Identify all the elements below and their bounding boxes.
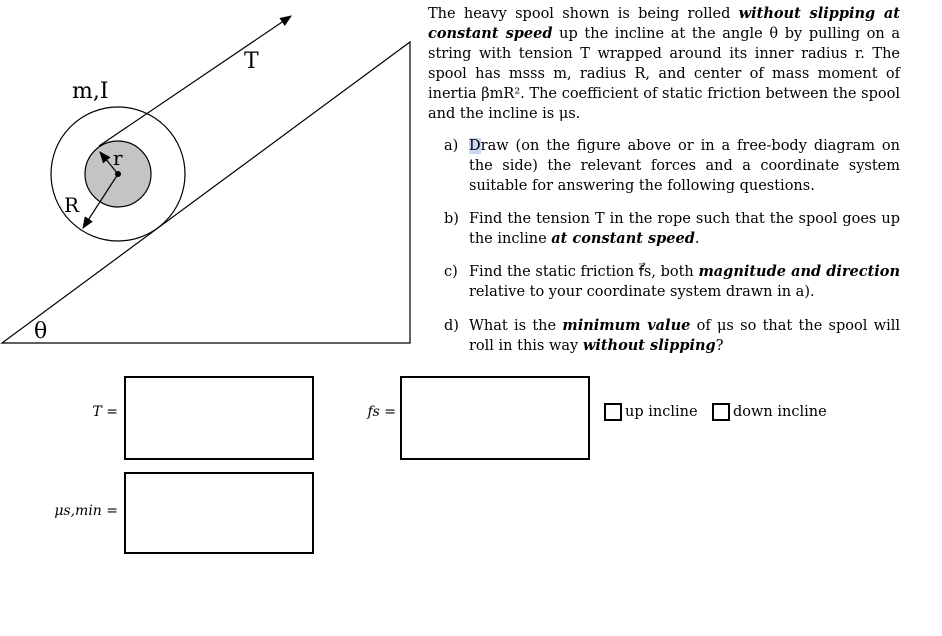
text-segment: . [694, 231, 700, 247]
text-segment: of μs so that the spool will roll in this way [469, 318, 900, 354]
part-label: a) [444, 138, 459, 154]
part-b [444, 209, 900, 249]
tension-answer-label: T = [92, 404, 118, 420]
text-segment: D [469, 138, 481, 154]
part-text [469, 262, 900, 302]
mu-answer-box[interactable] [124, 472, 314, 554]
part-label: b) [444, 211, 459, 227]
part-label: c) [444, 264, 458, 280]
up-incline-label: up incline [625, 404, 698, 420]
text-segment: The heavy spool shown is being rolled [428, 6, 739, 22]
text-segment: What is the [469, 318, 563, 334]
tension-answer-box[interactable] [124, 376, 314, 460]
friction-answer-box[interactable] [400, 376, 590, 460]
spool-label: m,I [72, 79, 109, 104]
problem-intro [428, 4, 900, 124]
text-segment: minimum value [562, 317, 691, 334]
down-incline-label: down incline [733, 404, 827, 420]
tension-label: T [244, 49, 259, 74]
text-segment: relative to your coordinate system drawn in a). [469, 284, 815, 300]
text-segment: without slipping [582, 337, 716, 354]
inner-radius-label: r [113, 146, 123, 170]
text-segment: raw (on the figure above or in a free-body diagram on the side) the relevant forces and a coordinate system suitable for answering the following questions. [469, 138, 900, 194]
part-a [444, 136, 900, 196]
angle-label: θ [34, 319, 48, 344]
text-segment: at constant speed [551, 230, 695, 247]
text-segment: Find the static friction f⃗s, both [469, 264, 699, 280]
text-segment: without slipping at constant speed [428, 5, 900, 42]
part-d [444, 316, 900, 356]
mu-answer-label: μs,min = [54, 503, 118, 519]
text-segment: Find the tension T in the rope such that the spool goes up the incline [469, 211, 900, 247]
outer-radius-label: R [64, 193, 80, 217]
spool-incline-figure [0, 0, 420, 350]
checkbox-square[interactable] [712, 403, 730, 421]
part-text [469, 136, 900, 196]
part-text [469, 316, 900, 356]
part-label: d) [444, 318, 459, 334]
problem-statement [428, 4, 900, 354]
text-segment: ? [715, 338, 724, 354]
text-segment: up the incline at the angle θ by pulling on a string with tension T wrapped around its inner radius r. The spool has msss m, radius R, and center of mass moment of inertia βmR². The coefficient of static friction between the spool and the incline is μs. [428, 26, 900, 122]
down-incline-checkbox[interactable] [712, 403, 827, 421]
friction-answer-label: fs = [367, 404, 396, 420]
part-c [444, 262, 900, 302]
checkbox-square[interactable] [604, 403, 622, 421]
tension-string [99, 16, 291, 146]
up-incline-checkbox[interactable] [604, 403, 698, 421]
part-text [469, 209, 900, 249]
text-segment: magnitude and direction [698, 263, 900, 280]
